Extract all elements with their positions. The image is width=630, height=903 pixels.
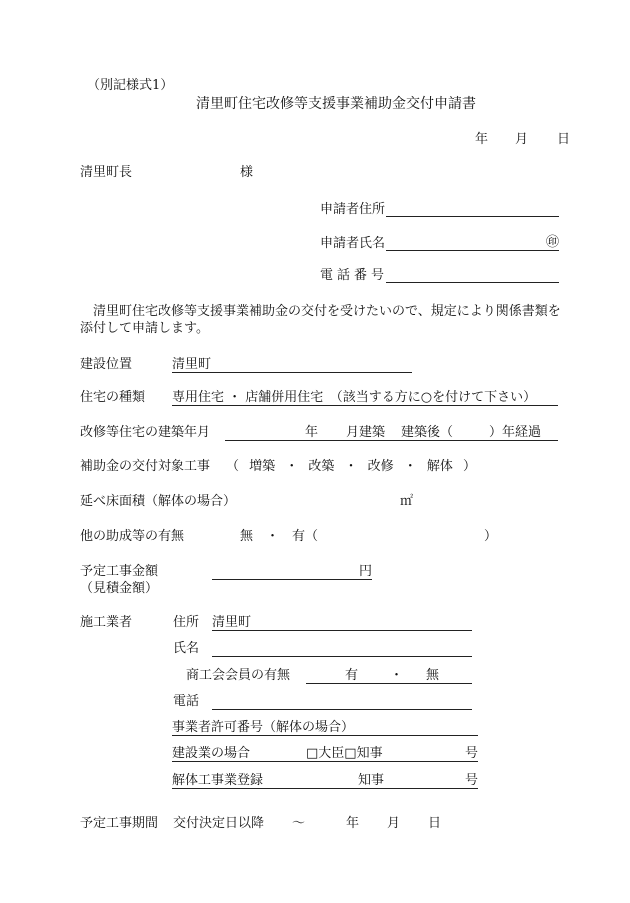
contractor-label: 施工業者	[80, 615, 133, 630]
date-day: 日	[557, 132, 571, 147]
cost-field[interactable]	[212, 564, 372, 580]
contractor-name-label: 氏名	[173, 641, 200, 656]
date-year: 年	[475, 132, 489, 147]
date-month: 月	[515, 132, 529, 147]
applicant-address-field[interactable]	[386, 202, 559, 217]
chamber-no[interactable]: 無	[426, 668, 440, 683]
site-label: 建設位置	[80, 357, 133, 372]
applicant-phone-field[interactable]	[386, 268, 559, 283]
contractor-address-label: 住所	[173, 615, 200, 630]
house-type-value: 専用住宅 ・ 店舗併用住宅 （該当する方に○を付けて下さい）	[172, 390, 537, 405]
construction-options[interactable]: □大臣□知事	[306, 746, 383, 761]
contractor-address-field[interactable]	[212, 615, 472, 631]
cost-sub-label: （見積金額）	[80, 581, 159, 596]
site-value: 清里町	[172, 357, 212, 372]
chamber-yes[interactable]: 有	[345, 668, 359, 683]
applicant-name-field[interactable]	[386, 236, 559, 251]
build-month: 月建築	[346, 425, 386, 440]
demolition-number: 号	[465, 773, 479, 788]
applicant-address-label: 申請者住所	[320, 202, 386, 217]
build-after: 建築後（	[401, 425, 454, 440]
period-year: 年	[346, 816, 360, 831]
construction-number: 号	[465, 746, 479, 761]
period-start: 交付決定日以降	[173, 816, 265, 831]
period-tilde: 〜	[292, 816, 306, 831]
construction-label: 建設業の場合	[172, 746, 251, 761]
house-type-label: 住宅の種類	[80, 390, 146, 405]
contractor-address-value: 清里町	[212, 615, 252, 630]
body-text-line2: 添付して申請します。	[80, 321, 209, 336]
body-text-line1: 清里町住宅改修等支援事業補助金の交付を受けたいので、規定により関係書類を	[93, 304, 561, 319]
contractor-phone-field[interactable]	[212, 694, 472, 710]
cost-unit: 円	[359, 564, 373, 579]
chamber-field[interactable]	[306, 668, 472, 684]
form-id: （別記様式1）	[87, 78, 174, 93]
other-aid-label: 他の助成等の有無	[80, 529, 185, 544]
demolition-governor: 知事	[358, 773, 385, 788]
build-date-label: 改修等住宅の建築年月	[80, 425, 211, 440]
seal-mark: ㊞	[546, 235, 560, 250]
permit-field[interactable]	[172, 720, 478, 736]
chamber-label: 商工会会員の有無	[186, 668, 291, 683]
other-aid-options[interactable]: 無 ・ 有（	[240, 529, 319, 544]
applicant-phone-label: 電話番号	[320, 268, 389, 283]
period-day: 日	[428, 816, 442, 831]
permit-label: 事業者許可番号（解体の場合）	[172, 720, 355, 735]
floor-area-unit: ㎡	[400, 494, 414, 509]
period-month: 月	[387, 816, 401, 831]
build-year: 年	[305, 425, 319, 440]
site-field[interactable]	[172, 357, 412, 373]
contractor-phone-label: 電話	[173, 694, 200, 709]
period-label: 予定工事期間	[80, 816, 159, 831]
work-type-value[interactable]: （ 増築 ・ 改築 ・ 改修 ・ 解体 ）	[226, 459, 477, 474]
floor-area-label: 延べ床面積（解体の場合）	[80, 494, 237, 509]
page-title: 清里町住宅改修等支援事業補助金交付申請書	[196, 96, 476, 112]
contractor-name-field[interactable]	[212, 641, 472, 657]
other-aid-close: ）	[484, 529, 498, 544]
addressee-honorific: 様	[240, 165, 254, 180]
build-elapsed: ）年経過	[489, 425, 542, 440]
cost-label: 予定工事金額	[80, 564, 159, 579]
chamber-dot: ・	[390, 668, 404, 683]
addressee: 清里町長	[80, 165, 133, 180]
house-type-field[interactable]	[172, 390, 558, 406]
demolition-label: 解体工事業登録	[172, 773, 264, 788]
work-type-label: 補助金の交付対象工事	[80, 459, 211, 474]
applicant-name-label: 申請者氏名	[320, 236, 386, 251]
